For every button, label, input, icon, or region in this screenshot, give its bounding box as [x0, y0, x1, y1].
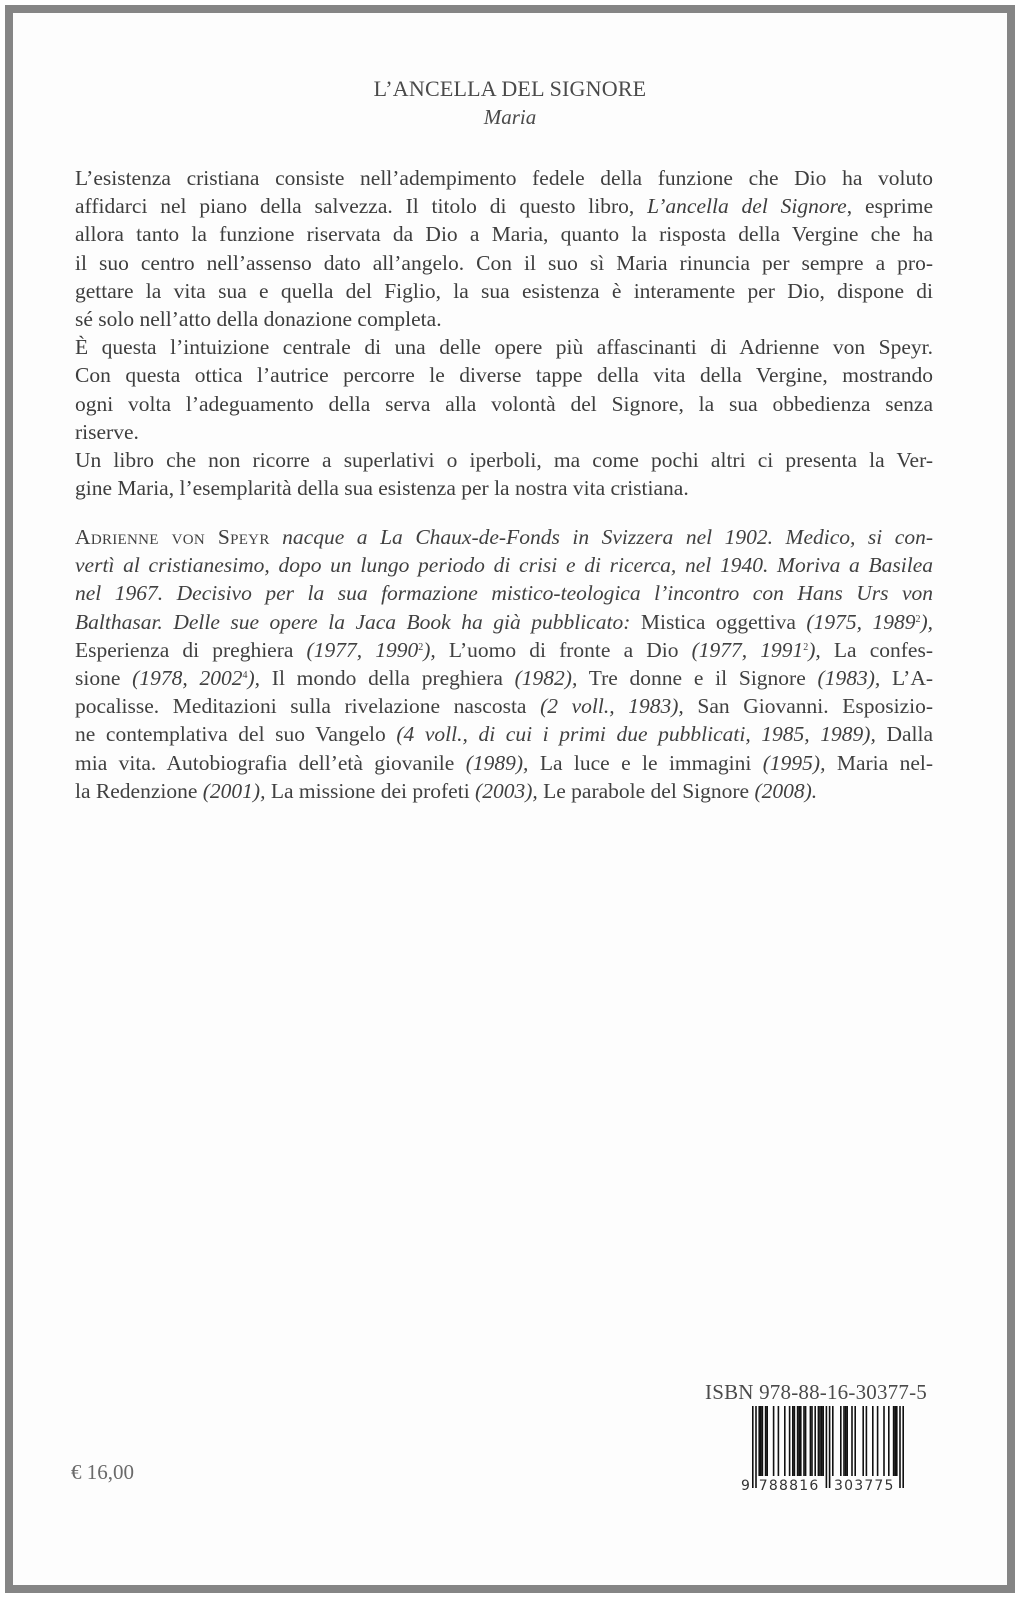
text-segment: Balthasar. Delle sue opere la Jaca Book ha già pubblicato: [75, 609, 641, 634]
text-segment: Le parabole del Signore [537, 778, 755, 803]
text-segment: ), [247, 665, 261, 690]
text-segment: La missione dei profeti [265, 778, 476, 803]
text-segment: (2003), [475, 778, 538, 803]
author-bio-line [75, 636, 933, 664]
text-segment: L’A- [880, 665, 934, 690]
edition-superscript: 2 [915, 613, 921, 625]
text-segment: Con questa ottica l’autrice percorre le diverse tappe della vita della Vergine, mostrando [75, 363, 933, 388]
description-line [75, 474, 933, 502]
book-description [75, 164, 933, 502]
text-segment: sé solo nell’atto della donazione completa. [75, 306, 442, 331]
description-line [75, 333, 933, 361]
text-segment: ogni volta l’adeguamento della serva alla volontà del Signore, la sua obbedienza senza [75, 391, 933, 416]
text-segment: (1982), [514, 665, 578, 690]
text-segment: (2008). [754, 778, 818, 803]
text-segment: La confes- [820, 637, 933, 662]
text-segment: ), [423, 637, 436, 662]
edition-superscript: 2 [803, 641, 809, 653]
text-segment: ), [920, 609, 933, 634]
description-line [75, 249, 933, 277]
text-segment: (1975, 1989 [806, 609, 916, 634]
author-bio-line [75, 551, 933, 579]
text-segment: (1977, 1991 [691, 637, 804, 662]
svg-text:788816: 788816 [758, 1478, 820, 1491]
text-segment: nacque a La Chaux-de-Fonds in Svizzera nel 1902. Medico, si con- [269, 525, 933, 549]
text-segment: L’esistenza cristiana consiste nell’adempimento fedele della funzione che Dio ha voluto [75, 166, 933, 190]
text-segment: nel 1967. Decisivo per la sua formazione mistico-teologica l’incontro con Hans Urs von [75, 581, 933, 606]
barcode-graphic [740, 1406, 908, 1491]
book-back-cover [5, 5, 1015, 1593]
text-segment: pocalisse. Meditazioni sulla rivelazione nascosta [75, 694, 541, 719]
text-segment: (1989), [465, 750, 529, 775]
text-segment: L’ancella del Signore [647, 194, 847, 219]
svg-text:9: 9 [741, 1478, 752, 1491]
author-bio-line [75, 579, 933, 607]
author-biography [75, 523, 933, 805]
text-segment: San Giovanni. Esposizio- [683, 694, 933, 719]
text-segment: riserve. [75, 419, 139, 444]
text-segment: (1995), [762, 750, 826, 775]
text-segment: ne contemplativa del suo Vangelo [75, 722, 397, 747]
author-bio-line [75, 749, 933, 777]
text-segment: Il mondo della preghiera [260, 665, 515, 690]
description-line [75, 220, 933, 248]
text-segment: (4 voll., di cui i primi due pubblicati, 1985, 1989), [396, 722, 876, 747]
description-line [75, 305, 933, 333]
text-segment: (1983), [817, 665, 881, 690]
text-segment: (1977, 1990 [306, 637, 419, 662]
title-block [13, 75, 1007, 131]
text-segment: Esperienza di preghiera [75, 637, 307, 662]
description-line [75, 361, 933, 389]
author-bio-line [75, 664, 933, 692]
text-segment: Un libro che non ricorre a superlativi o iperboli, ma come pochi altri ci presenta la Ver- [75, 447, 933, 472]
author-bio-line [75, 720, 933, 748]
author-bio-line [75, 608, 933, 636]
text-segment: Mistica oggettiva [640, 609, 807, 634]
text-segment: (2001), [202, 778, 266, 803]
description-line [75, 446, 933, 474]
text-segment: È questa l’intuizione centrale di una delle opere più affascinanti di Adrienne von Speyr. [75, 335, 933, 360]
isbn-barcode [740, 1406, 908, 1491]
text-segment: Tre donne e il Signore [577, 665, 818, 690]
text-segment: La luce e le immagini [528, 750, 763, 775]
text-segment: ), [808, 637, 821, 662]
description-line [75, 277, 933, 305]
svg-text:303775: 303775 [834, 1478, 895, 1491]
text-segment: Dalla [875, 722, 933, 747]
text-segment: , esprime [846, 194, 934, 219]
text-segment: il suo centro nell’assenso dato all’angelo. Con il suo sì Maria rinuncia per sempre a pro- [75, 250, 933, 275]
edition-superscript: 2 [418, 641, 424, 653]
text-segment: mia vita. Autobiografia dell’età giovanile [75, 750, 466, 775]
text-segment: la Redenzione [75, 778, 203, 803]
text-segment: Maria nel- [825, 750, 934, 775]
text-segment: affidarci nel piano della salvezza. Il titolo di questo libro, [75, 194, 648, 219]
author-bio-line [75, 692, 933, 720]
edition-superscript: 4 [242, 669, 248, 681]
isbn-label: ISBN 978-88-16-30377-5 [705, 1380, 927, 1404]
author-bio-line [75, 523, 933, 551]
text-segment: gine Maria, l’esemplarità della sua esistenza per la nostra vita cristiana. [75, 476, 689, 501]
price-label: € 16,00 [71, 1460, 134, 1484]
text-segment: sione [75, 665, 133, 690]
description-line [75, 192, 933, 220]
description-line [75, 390, 933, 418]
text-segment: gettare la vita sua e quella del Figlio, la sua esistenza è interamente per Dio, dispone di [75, 278, 933, 303]
text-segment: (1978, 2002 [132, 665, 243, 690]
book-subtitle: Maria [483, 105, 537, 129]
text-segment: (2 voll., 1983), [540, 694, 684, 719]
text-segment: vertì al cristianesimo, dopo un lungo periodo di crisi e di ricerca, nel 1940. Moriva a Basilea [75, 553, 933, 578]
text-segment: L’uomo di fronte a Dio [435, 637, 692, 662]
text-segment: Adrienne von Speyr [75, 525, 270, 549]
description-line [75, 418, 933, 446]
description-line [75, 164, 933, 192]
author-bio-line [75, 777, 933, 805]
text-segment: allora tanto la funzione riservata da Dio a Maria, quanto la risposta della Vergine che ha [75, 222, 933, 247]
book-title: L’ANCELLA DEL SIGNORE [373, 76, 647, 101]
